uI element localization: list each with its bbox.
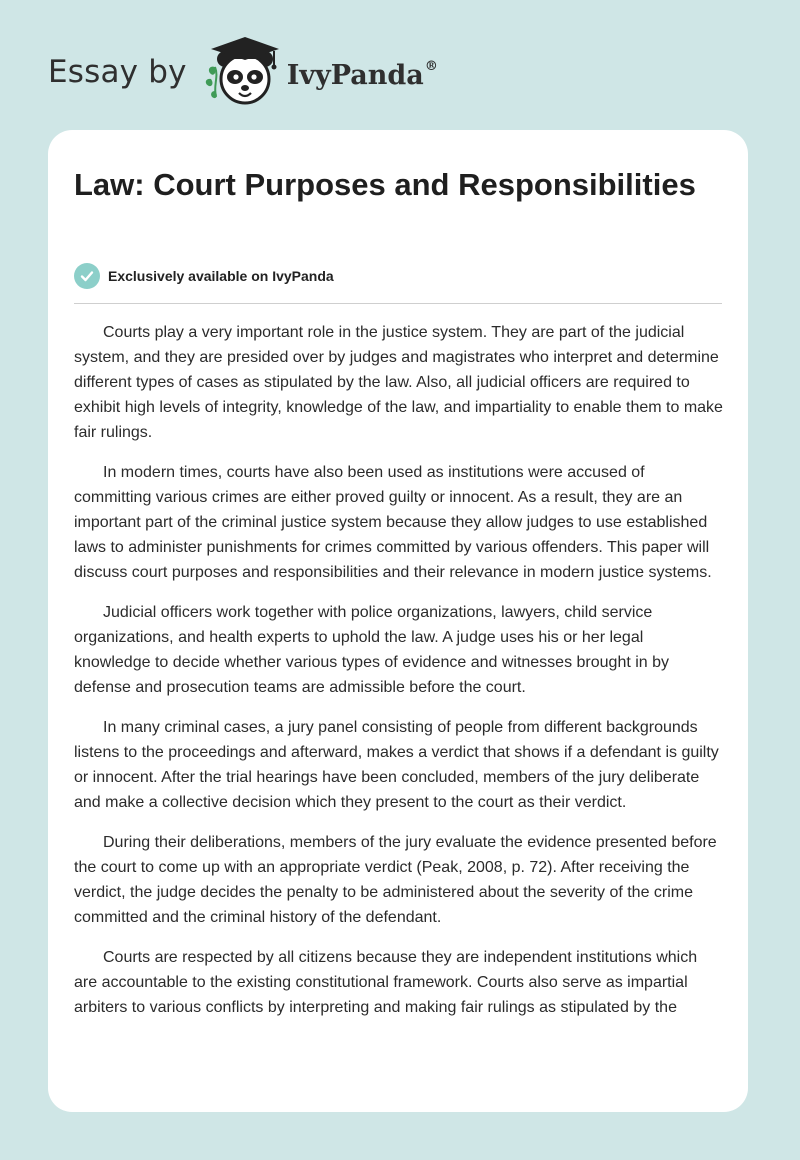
paragraph: In many criminal cases, a jury panel consisting of people from different backgrounds listens to the proceedings and afterward, makes a verdict that shows if a defendant is guilty or innocent. After the trial hearings have been concluded, members of the jury deliberate and make a collective decision which they present to the court as their verdict. xyxy=(74,719,719,811)
brand-name xyxy=(287,60,438,91)
paragraph: During their deliberations, members of the jury evaluate the evidence presented before the court to come up with an appropriate verdict (Peak, 2008, p. 72). After receiving the verdict, the judge decides the penalty to be administered about the severity of the crime committed and the criminal history of the defendant. xyxy=(74,834,717,926)
exclusive-label: Exclusively available on IvyPanda xyxy=(108,268,334,284)
essay-title: Law: Court Purposes and Responsibilities xyxy=(74,167,696,202)
paragraph: Judicial officers work together with police organizations, lawyers, child service organizations, and health experts to uphold the law. A judge uses his or her legal knowledge to decide whether various types of evidence and witnesses brought in by defense and prosecution teams are admissible before the court. xyxy=(74,604,670,696)
paragraph: Courts play a very important role in the justice system. They are part of the judicial system, and they are presided over by judges and magistrates who interpret and determine different types of cases as stipulated by the law. Also, all judicial officers are required to exhibit high levels of integrity, knowledge of the law, and impartiality to enable them to make fair rulings. xyxy=(74,324,723,441)
check-mark-icon xyxy=(80,269,94,283)
check-icon xyxy=(74,263,100,289)
panda-graduate-icon xyxy=(201,33,285,111)
brand-header[interactable] xyxy=(48,32,438,112)
paragraph: In modern times, courts have also been used as institutions were accused of committing various crimes are either proved guilty or innocent. As a result, they are an important part of the criminal justice system because they allow judges to use established laws to administer punishments for crimes committed by various offenders. This paper will discuss court purposes and responsibilities and their relevance in modern justice systems. xyxy=(74,464,712,581)
essay-body xyxy=(74,320,724,1035)
paragraph: Courts are respected by all citizens because they are independent institutions which are accountable to the existing constitutional framework. Courts also serve as impartial arbiters to various conflicts by interpreting and making fair rulings as stipulated by the xyxy=(74,949,698,1016)
divider xyxy=(74,303,722,304)
brand-name-text: IvyPanda xyxy=(286,59,424,91)
exclusive-badge xyxy=(74,263,334,289)
essay-card xyxy=(48,130,748,1112)
registered-mark: ® xyxy=(424,58,438,74)
brand-prefix: Essay by xyxy=(48,54,187,90)
